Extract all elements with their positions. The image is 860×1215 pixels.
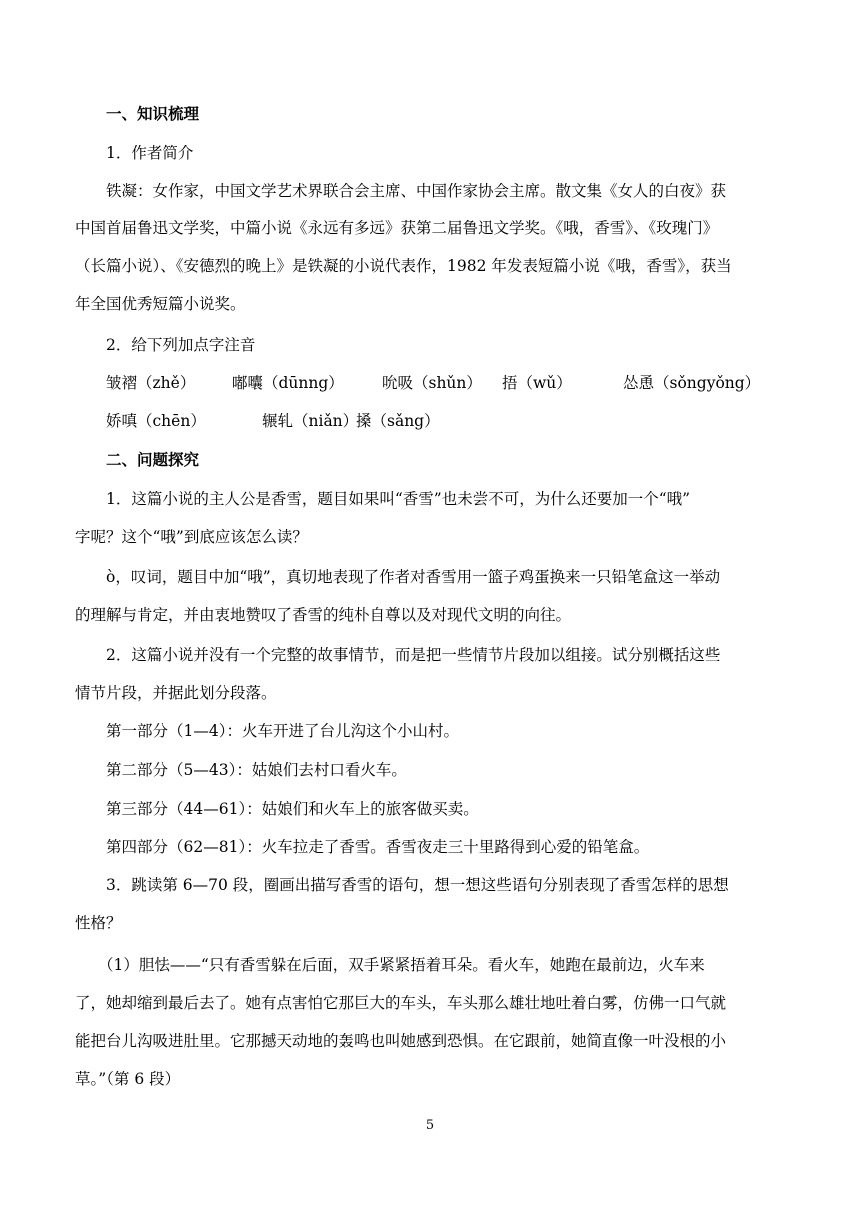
- answer-3-line: 了，她却缩到最后去了。她有点害怕它那巨大的车头，车头那么雄壮地吐着白雾，仿佛一口气就: [75, 994, 727, 1012]
- section1-heading: 一、知识梳理: [106, 104, 200, 123]
- bio-line: （长篇小说）、《安德烈的晚上》是铁凝的小说代表作，1982 年发表短篇小说《哦，香雪》，获当: [75, 257, 732, 275]
- part-line: 第三部分（44—61）：姑娘们和火车上的旅客做买卖。: [106, 800, 479, 818]
- page-number: 5: [425, 1118, 435, 1133]
- part-line: 第二部分（5—43）：姑娘们去村口看火车。: [106, 761, 407, 779]
- question-2-line: 2．这篇小说并没有一个完整的故事情节，而是把一些情节片段加以组接。试分别概括这些: [106, 646, 721, 664]
- pron-item: 皱褶（zhě）: [106, 374, 196, 392]
- pron-item: 捂（wǔ）: [502, 374, 572, 392]
- part-line: 第一部分（1—4）：火车开进了台儿沟这个小山村。: [106, 722, 459, 740]
- section2-heading: 二、问题探究: [106, 450, 200, 469]
- bio-line: 中国首届鲁迅文学奖，中篇小说《永远有多远》获第二届鲁迅文学奖。《哦，香雪》、《玫瑰门》: [75, 219, 719, 237]
- pron-item: 搡（sǎng）: [356, 412, 440, 430]
- item1-title: 1．作者简介: [106, 144, 194, 162]
- answer-3-line: 草。”（第 6 段）: [75, 1070, 181, 1088]
- pron-item: 吮吸（shǔn）: [382, 374, 482, 392]
- item2-title: 2．给下列加点字注音: [106, 336, 256, 354]
- question-1-line: 字呢？这个“哦”到底应该怎么读？: [75, 528, 308, 546]
- question-2-line: 情节片段，并据此划分段落。: [75, 684, 277, 702]
- question-3-line: 性格？: [75, 914, 122, 932]
- bio-line: 年全国优秀短篇小说奖。: [75, 295, 246, 313]
- pron-item: 嘟囔（dūnng）: [232, 374, 344, 392]
- question-1-line: 1．这篇小说的主人公是香雪，题目如果叫“香雪”也未尝不可，为什么还要加一个“哦”: [106, 490, 691, 508]
- pron-item: 辗轧（niǎn）: [262, 412, 359, 430]
- part-line: 第四部分（62—81）：火车拉走了香雪。香雪夜走三十里路得到心爱的铅笔盒。: [106, 838, 650, 856]
- answer-1-line: ò，叹词，题目中加“哦”，真切地表现了作者对香雪用一篮子鸡蛋换来一只铅笔盒这一举动: [106, 568, 721, 586]
- question-3-line: 3．跳读第 6—70 段，圈画出描写香雪的语句，想一想这些语句分别表现了香雪怎样的思想: [106, 876, 729, 894]
- answer-3-line: （1）胆怯——“只有香雪躲在后面，双手紧紧捂着耳朵。看火车，她跑在最前边，火车来: [98, 956, 705, 974]
- answer-1-line: 的理解与肯定，并由衷地赞叹了香雪的纯朴自尊以及对现代文明的向往。: [75, 606, 572, 624]
- pron-item: 怂恿（sǒngyǒng）: [623, 374, 761, 392]
- bio-line: 铁凝：女作家，中国文学艺术界联合会主席、中国作家协会主席。散文集《女人的白夜》获: [106, 182, 727, 200]
- pron-item: 娇嗔（chēn）: [106, 412, 206, 430]
- answer-3-line: 能把台儿沟吸进肚里。它那撼天动地的轰鸣也叫她感到恐惧。在它跟前，她简直像一叶没根的小: [75, 1032, 727, 1050]
